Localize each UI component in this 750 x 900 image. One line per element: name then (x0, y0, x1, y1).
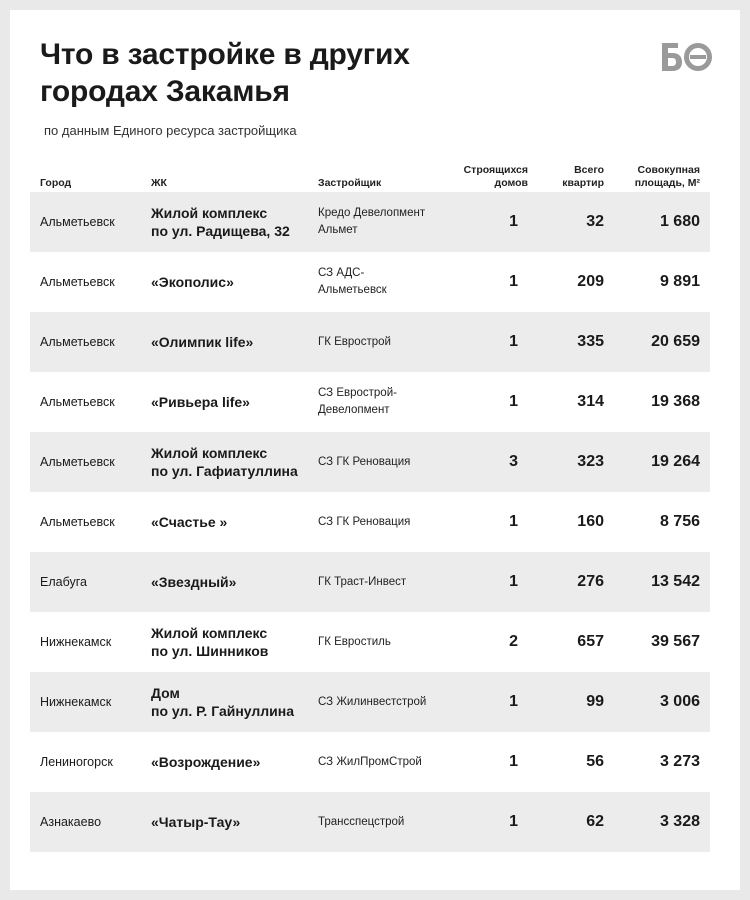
cell-zhk (151, 252, 316, 312)
table-row (30, 552, 710, 612)
cell-houses: 1 (509, 573, 518, 590)
cell-city: Альметьевск (40, 335, 115, 349)
header-city: Город (40, 177, 72, 189)
cell-city: Альметьевск (40, 515, 115, 529)
developer-line: СЗ Еврострой- (318, 387, 397, 399)
table-row (30, 612, 710, 672)
table-row (30, 312, 710, 372)
table-body (30, 192, 710, 852)
table-row (30, 372, 710, 432)
cell-houses: 1 (509, 693, 518, 710)
cell-houses: 3 (509, 453, 518, 470)
developer-line: СЗ АДС- (318, 267, 365, 279)
zhk-line: Жилой комплекс (151, 205, 268, 221)
cell-developer (318, 492, 448, 552)
table-row (30, 252, 710, 312)
cell-flats: 32 (586, 213, 604, 230)
cell-zhk (151, 552, 316, 612)
bo-logo-icon (660, 40, 712, 74)
cell-area: 3 006 (659, 693, 700, 710)
developer-line: Альмет (318, 224, 358, 236)
developer-line: ГК Евростиль (318, 635, 391, 648)
cell-area: 19 264 (651, 453, 700, 470)
cell-developer (318, 192, 448, 252)
cell-flats: 62 (586, 813, 604, 830)
cell-flats: 335 (577, 333, 604, 350)
developer-line: ГК Еврострой (318, 335, 391, 348)
developer-line: Альметьевск (318, 284, 387, 296)
cell-houses: 1 (509, 333, 518, 350)
zhk-line: по ул. Радищева, 32 (151, 223, 290, 239)
zhk-line: Жилой комплекс (151, 625, 268, 641)
cell-city: Альметьевск (40, 455, 115, 469)
cell-zhk (151, 312, 316, 372)
cell-area: 8 756 (659, 513, 700, 530)
cell-zhk (151, 732, 316, 792)
cell-developer (318, 672, 448, 732)
header-houses-line-2: домов (494, 177, 528, 189)
header-houses (448, 164, 528, 190)
cell-flats: 276 (577, 573, 604, 590)
cell-flats: 323 (577, 453, 604, 470)
cell-flats: 314 (577, 393, 604, 410)
zhk-line: «Олимпик life» (151, 334, 254, 350)
developer-line: Трансспецстрой (318, 815, 405, 828)
table-row (30, 192, 710, 252)
cell-zhk (151, 492, 316, 552)
cell-developer (318, 792, 448, 852)
cell-city: Нижнекамск (40, 635, 112, 649)
cell-developer (318, 552, 448, 612)
header-developer: Застройщик (318, 177, 382, 189)
cell-developer (318, 732, 448, 792)
developer-line: Кредо Девелопмент (318, 207, 426, 219)
zhk-line: Дом (151, 685, 180, 701)
header-flats-line-1: Всего (574, 164, 604, 176)
header-flats-line-2: квартир (562, 177, 604, 189)
cell-area: 9 891 (659, 273, 700, 290)
zhk-line: «Звездный» (151, 574, 237, 590)
cell-zhk (151, 432, 316, 492)
cell-city: Елабуга (40, 575, 87, 589)
table-row (30, 492, 710, 552)
zhk-line: по ул. Шинников (151, 643, 269, 659)
developer-line: ГК Траст-Инвест (318, 575, 407, 588)
cell-flats: 99 (586, 693, 604, 710)
cell-city: Нижнекамск (40, 695, 112, 709)
cell-flats: 56 (586, 753, 604, 770)
zhk-line: «Счастье » (151, 514, 228, 530)
header-area-line-2: площадь, М² (634, 177, 700, 189)
cell-city: Альметьевск (40, 395, 115, 409)
table-row (30, 732, 710, 792)
cell-area: 19 368 (651, 393, 700, 410)
cell-houses: 2 (509, 633, 518, 650)
cell-houses: 1 (509, 213, 518, 230)
table-header (30, 155, 710, 195)
cell-developer (318, 612, 448, 672)
cell-area: 20 659 (651, 333, 700, 350)
developer-line: СЗ ГК Реновация (318, 455, 411, 468)
header-flats (540, 164, 604, 190)
cell-developer (318, 372, 448, 432)
cell-zhk (151, 672, 316, 732)
cell-houses: 1 (509, 813, 518, 830)
cell-developer (318, 312, 448, 372)
cell-city: Альметьевск (40, 215, 115, 229)
header-area-line-1: Совокупная (637, 164, 700, 176)
table-row (30, 792, 710, 852)
cell-houses: 1 (509, 513, 518, 530)
page-title (40, 36, 410, 110)
developer-line: Девелопмент (318, 404, 390, 416)
cell-area: 3 273 (659, 753, 700, 770)
table-row (30, 672, 710, 732)
cell-zhk (151, 792, 316, 852)
subtitle: по данным Единого ресурса застройщика (44, 123, 297, 138)
header-zhk: ЖК (151, 177, 167, 189)
zhk-line: «Ривьера life» (151, 394, 250, 410)
developer-line: СЗ ЖилПромСтрой (318, 755, 422, 768)
zhk-line: по ул. Гафиатуллина (151, 463, 298, 479)
cell-houses: 1 (509, 273, 518, 290)
developer-line: СЗ ГК Реновация (318, 515, 411, 528)
zhk-line: Жилой комплекс (151, 445, 268, 461)
cell-developer (318, 252, 448, 312)
cell-flats: 160 (577, 513, 604, 530)
header-houses-line-1: Строящихся (463, 164, 528, 176)
zhk-line: по ул. Р. Гайнуллина (151, 703, 295, 719)
cell-area: 3 328 (659, 813, 700, 830)
table-row (30, 432, 710, 492)
cell-flats: 209 (577, 273, 604, 290)
cell-area: 1 680 (659, 213, 700, 230)
cell-houses: 1 (509, 753, 518, 770)
cell-zhk (151, 372, 316, 432)
cell-developer (318, 432, 448, 492)
zhk-line: «Возрождение» (151, 754, 261, 770)
cell-city: Лениногорск (40, 755, 113, 769)
title-line-1: Что в застройке в других (40, 38, 410, 71)
zhk-line: «Чатыр-Тау» (151, 814, 241, 830)
zhk-line: «Экополис» (151, 274, 234, 290)
cell-area: 13 542 (651, 573, 700, 590)
title-line-2: городах Закамья (40, 75, 290, 108)
cell-houses: 1 (509, 393, 518, 410)
cell-city: Альметьевск (40, 275, 115, 289)
cell-flats: 657 (577, 633, 604, 650)
bo-logo (660, 40, 712, 74)
cell-city: Азнакаево (40, 815, 102, 829)
cell-zhk (151, 192, 316, 252)
developer-line: СЗ Жилинвестстрой (318, 695, 427, 708)
header-area (615, 164, 700, 190)
cell-zhk (151, 612, 316, 672)
cell-area: 39 567 (651, 633, 700, 650)
